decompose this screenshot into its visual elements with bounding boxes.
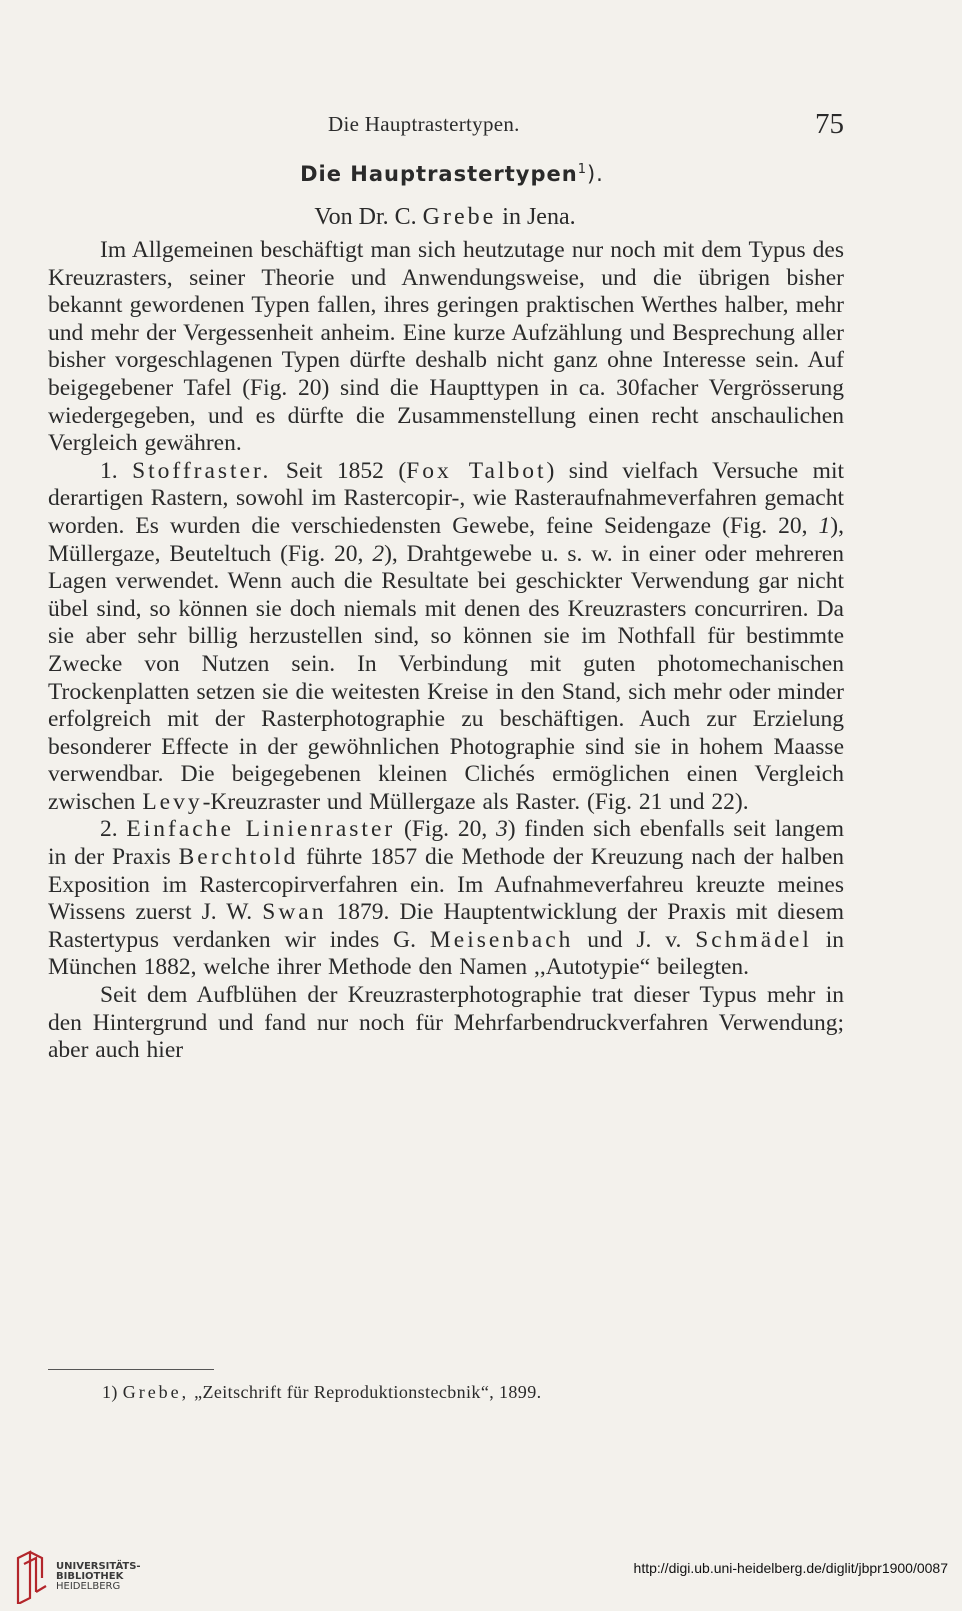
paragraph-linienraster (48, 816, 844, 982)
text-run: ), Müllergaze, Beuteltuch (Fig. 20, (48, 512, 844, 567)
section-term: Einfache Linienraster (126, 816, 396, 843)
section-term: Stoffraster. (132, 457, 272, 484)
title-footnote-mark[interactable]: 1 (577, 162, 587, 177)
byline-prefix: Von Dr. C. (314, 204, 417, 230)
text-run: in München 1882, welche ihrer Methode den Namen ,,Autotypie“ beilegten. (48, 926, 845, 981)
text-run: (Fig. 20, (395, 816, 496, 843)
figure-ref: 2 (372, 540, 385, 567)
permalink-url[interactable]: http://digi.ub.uni-heidelberg.de/diglit/jbpr1900/0087 (633, 1560, 948, 1576)
text-run: -Kreuzraster und Müllergaze als Raster. (Fig. 21 und 22). (202, 788, 749, 815)
text-run: ) sind vielfach Versuche mit derartigen Rastern, sowohl im Rastercopir-, wie Rasteraufnahmeverfahren gemacht worden. Es wurden die verschiedensten Gewebe, feine Seidengaze (Fig. 20, (48, 457, 845, 539)
text-run: ), Drahtgewebe u. s. w. in einer oder mehreren Lagen verwendet. Wenn auch die Resultate bei geschickter Verwendung gar nicht übel sind, so können sie doch niemals mit denen des Kreuzrasters concurriren. Da sie aber sehr billig herzustellen sind, so können sie im Nothfall für bestimmte Zwecke von Nutzen sein. In Verbindung mit guten photomechanischen Trockenplatten setzen sie die weitesten Kreise in den Stand, sich mehr oder minder erfolgreich mit der Rasterphotographie zu beschäftigen. Auch zur Erzielung besonderer Effecte in der gewöhnlichen Photographie sind sie in hohem Maasse verwendbar. Die beigegebenen kleinen Clichés ermöglichen einen Vergleich zwischen (48, 540, 844, 815)
person-name: Fox Talbot (406, 457, 547, 484)
footnote (102, 1382, 542, 1403)
text-run: Seit 1852 ( (285, 457, 407, 484)
person-name: Levy (142, 788, 203, 815)
person-name: Schmädel (695, 926, 812, 953)
footnote-divider (48, 1369, 214, 1370)
footnote-author: Grebe, (122, 1382, 190, 1402)
text-run: ) finden sich ebenfalls seit langem in der Praxis (48, 816, 844, 871)
person-name: Berchtold (178, 844, 299, 871)
byline-suffix: in Jena. (502, 204, 576, 230)
article-title-text: Die Hauptrastertypen (300, 162, 578, 186)
footnote-mark: 1) (102, 1382, 118, 1402)
title-close: ). (586, 162, 604, 186)
running-title: Die Hauptrastertypen. (328, 112, 520, 136)
footnote-text: „Zeitschrift für Reproduktionstecbnik“, 1899. (194, 1382, 542, 1402)
library-line-2: BIBLIOTHEK (56, 1571, 124, 1582)
person-name: Meisenbach (429, 926, 574, 953)
paragraph-intro: Im Allgemeinen beschäftigt man sich heutzutage nur noch mit dem Typus des Kreuzrasters, seiner Theorie und Anwendungsweise, und die übrigen bisher bekannt gewordenen Typen fallen, ihres geringen praktischen Werthes halber, mehr und mehr der Vergessenheit anheim. Eine kurze Aufzählung und Besprechung aller bisher vorgeschlagenen Typen dürfte deshalb nicht ganz ohne Interesse sein. Auf beigegebener Tafel (Fig. 20) sind die Haupttypen in ca. 30facher Vergrösserung wiedergegeben, und es dürfte die Zusammenstellung einen recht anschaulichen Vergleich gewähren. (48, 237, 844, 457)
footer-bar (0, 1548, 962, 1611)
byline-author: Grebe (422, 204, 497, 230)
library-line-1: UNIVERSITÄTS- (56, 1561, 141, 1572)
page-number: 75 (815, 108, 844, 140)
library-logo-icon[interactable] (12, 1548, 52, 1604)
text-run: führte 1857 die Methode der Kreuzung nach der halben Exposition im Rastercopirverfahren ein. Im Aufnahmeverfahreu kreuzte meines Wissens zuerst J. W. (48, 844, 844, 926)
library-line-3: HEIDELBERG (56, 1581, 121, 1592)
section-number: 2. (100, 816, 118, 843)
text-run: 1879. Die Hauptentwicklung der Praxis mit diesem Rastertypus verdanken wir indes G. (48, 899, 844, 953)
text-run: und J. v. (573, 926, 696, 953)
figure-ref: 1 (818, 512, 831, 539)
library-name (56, 1562, 141, 1592)
body-text (48, 237, 844, 1065)
figure-ref: 3 (496, 816, 508, 843)
article-title (0, 162, 904, 186)
running-header (48, 108, 844, 140)
section-number: 1. (100, 457, 118, 484)
paragraph-stoffraster (48, 458, 844, 817)
person-name: Swan (262, 899, 327, 926)
paragraph-continuation: Seit dem Aufblühen der Kreuzrasterphotographie trat dieser Typus mehr in den Hintergrund und fand nur noch für Mehrfarbendruckverfahren Verwendung; aber auch hier (48, 982, 844, 1064)
byline (0, 204, 890, 231)
